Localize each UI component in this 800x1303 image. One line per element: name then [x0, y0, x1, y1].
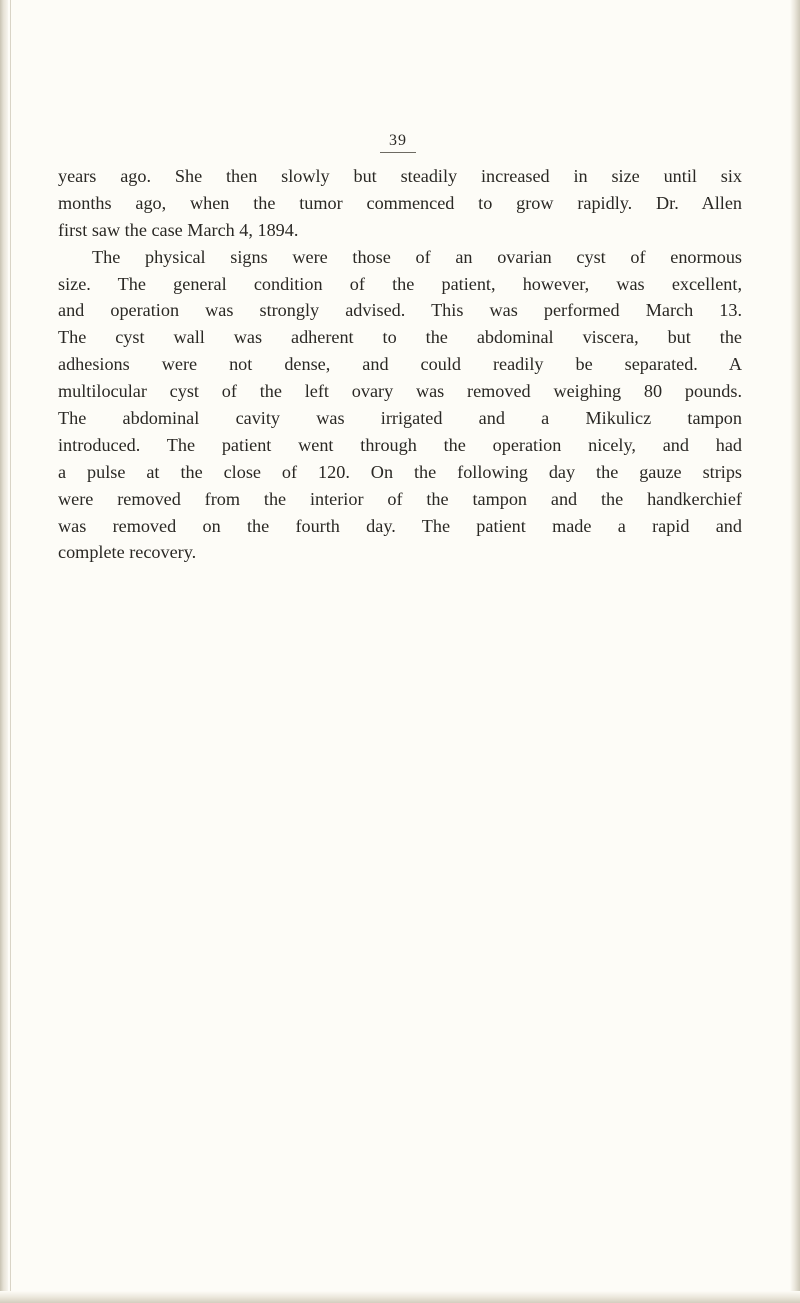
text-line: multilocular cyst of the left ovary was removed weighing 80 pounds.	[58, 381, 742, 402]
text-line: years ago. She then slowly but steadily increased in size until six	[58, 166, 742, 186]
text-line: The abdominal cavity was irrigated and a Mikulicz tampon	[58, 408, 742, 429]
text-line: first saw the case March 4, 1894.	[58, 219, 299, 240]
text-line: and operation was strongly advised. This was performed March 13.	[58, 300, 742, 321]
text-line: complete recovery.	[58, 542, 197, 563]
text-line: introduced. The patient went through the operation nicely, and had	[58, 434, 742, 455]
text-line: The physical signs were those of an ovarian cyst of enormous	[92, 246, 742, 267]
page-bottom-edge	[0, 1291, 800, 1303]
text-line: size. The general condition of the patient, however, was excellent,	[58, 273, 742, 294]
page-binding-line	[10, 0, 11, 1303]
text-line: were removed from the interior of the tampon and the handkerchief	[58, 488, 742, 509]
text-line: adhesions were not dense, and could readily be separated. A	[58, 354, 742, 375]
page-binding-edge	[0, 0, 8, 1303]
text-line: months ago, when the tumor commenced to grow rapidly. Dr. Allen	[58, 192, 742, 213]
text-line: a pulse at the close of 120. On the following day the gauze strips	[58, 461, 742, 482]
text-line: was removed on the fourth day. The patient made a rapid and	[58, 515, 742, 536]
page-right-edge	[790, 0, 800, 1303]
body-text	[58, 163, 742, 566]
page-number: 39	[380, 131, 416, 153]
text-line: The cyst wall was adherent to the abdominal viscera, but the	[58, 327, 742, 348]
